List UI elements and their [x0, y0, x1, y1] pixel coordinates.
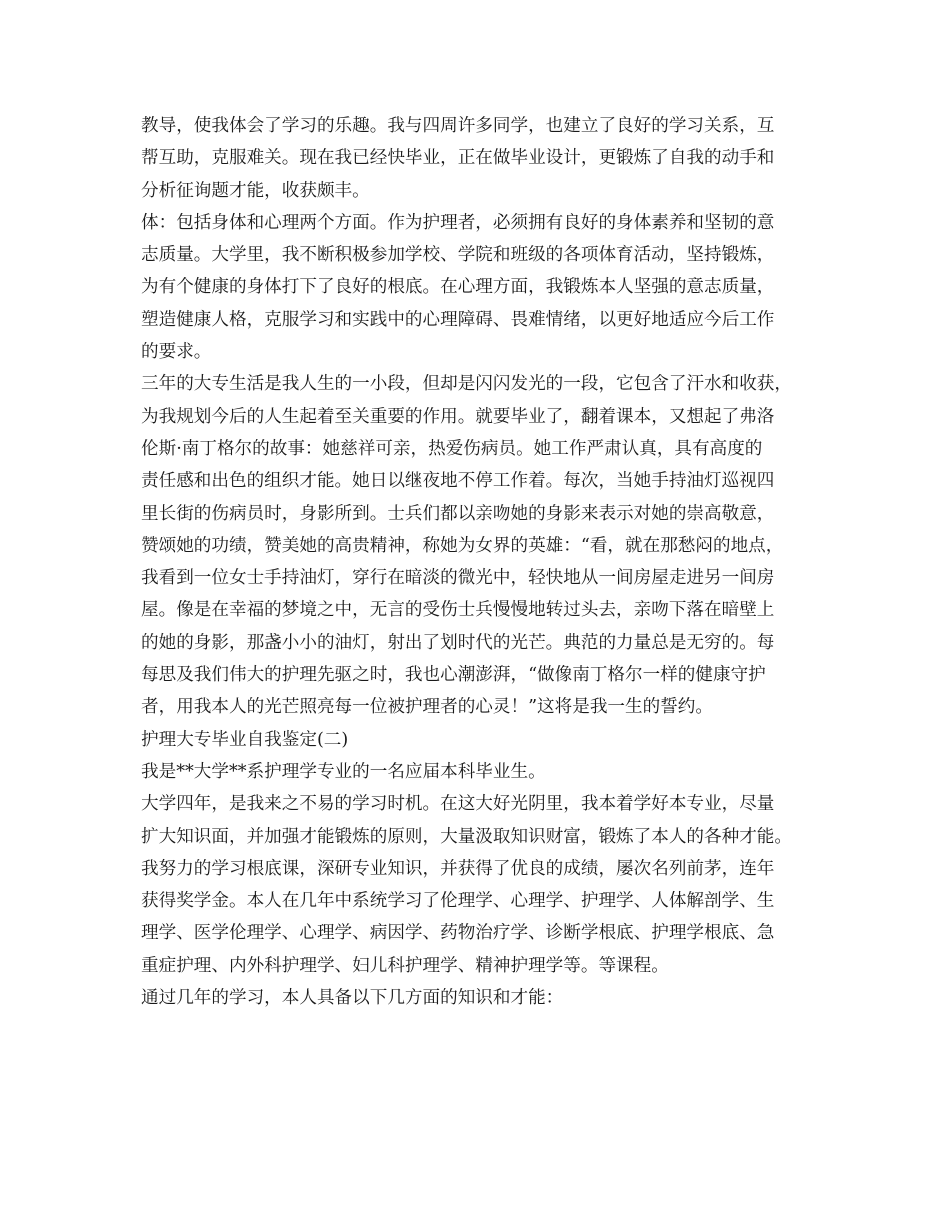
text-line: 为有个健康的身体打下了良好的根底。在心理方面，我锻炼本人坚强的意志质量，: [141, 277, 775, 298]
text-line: 重症护理、内外科护理学、妇儿科护理学、精神护理学等。等课程。: [141, 955, 669, 976]
text-line: 志质量。大学里，我不断积极参加学校、学院和班级的各项体育活动，坚持锻炼，: [141, 245, 775, 266]
text-line: 大学四年，是我来之不易的学习时机。在这大好光阴里，我本着学好本专业，尽量: [141, 794, 775, 815]
text-line: 扩大知识面，并加强才能锻炼的原则，大量汲取知识财富，锻炼了本人的各种才能。: [141, 826, 792, 847]
text-line: 分析征询题才能，收获颇丰。: [141, 180, 370, 201]
text-line: 为我规划今后的人生起着至关重要的作用。就要毕业了，翻着课本，又想起了弗洛: [141, 406, 775, 427]
text-line: 屋。像是在幸福的梦境之中，无言的受伤士兵慢慢地转过头去，亲吻下落在暗壁上: [141, 600, 775, 621]
text-line: 三年的大专生活是我人生的一小段，但却是闪闪发光的一段，它包含了汗水和收获，: [141, 374, 792, 395]
text-line: 我努力的学习根底课，深研专业知识，并获得了优良的成绩，屡次名列前茅，连年: [141, 858, 775, 879]
text-line: 理学、医学伦理学、心理学、病因学、药物治疗学、诊断学根底、护理学根底、急: [141, 923, 775, 944]
text-line: 里长街的伤病员时，身影所到。士兵们都以亲吻她的身影来表示对她的崇高敬意，: [141, 503, 775, 524]
text-line: 我是**大学**系护理学专业的一名应届本科毕业生。: [141, 761, 546, 782]
text-line: 者，用我本人的光芒照亮每一位被护理者的心灵！”这将是我一生的誓约。: [141, 697, 713, 718]
text-line: 赞颂她的功绩，赞美她的高贵精神，称她为女界的英雄：“看，就在那愁闷的地点，: [141, 535, 784, 556]
text-line: 每思及我们伟大的护理先驱之时，我也心潮澎湃，“做像南丁格尔一样的健康守护: [141, 665, 766, 686]
text-line: 我看到一位女士手持油灯，穿行在暗淡的微光中，轻快地从一间房屋走进另一间房: [141, 568, 775, 589]
text-line: 帮互助，克服难关。现在我已经快毕业，正在做毕业设计，更锻炼了自我的动手和: [141, 148, 775, 169]
text-line: 塑造健康人格，克服学习和实践中的心理障碍、畏难情绪，以更好地适应今后工作: [141, 309, 775, 330]
text-line: 伦斯·南丁格尔的故事：她慈祥可亲，热爱伤病员。她工作严肃认真，具有高度的: [141, 438, 763, 459]
text-line: 教导，使我体会了学习的乐趣。我与四周许多同学，也建立了良好的学习关系，互: [141, 116, 775, 136]
section-heading: 护理大专毕业自我鉴定(二): [141, 729, 349, 750]
text-line: 体：包括身体和心理两个方面。作为护理者，必须拥有良好的身体素养和坚韧的意: [141, 212, 775, 233]
text-line: 的要求。: [141, 342, 212, 363]
document-body: [141, 110, 831, 1014]
text-line: 获得奖学金。本人在几年中系统学习了伦理学、心理学、护理学、人体解剖学、生: [141, 891, 775, 912]
text-line: 的她的身影，那盏小小的油灯，射出了划时代的光芒。典范的力量总是无穷的。每: [141, 632, 775, 653]
text-line: 责任感和出色的组织才能。她日以继夜地不停工作着。每次，当她手持油灯巡视四: [141, 471, 775, 492]
text-line: 通过几年的学习，本人具备以下几方面的知识和才能：: [141, 988, 564, 1009]
